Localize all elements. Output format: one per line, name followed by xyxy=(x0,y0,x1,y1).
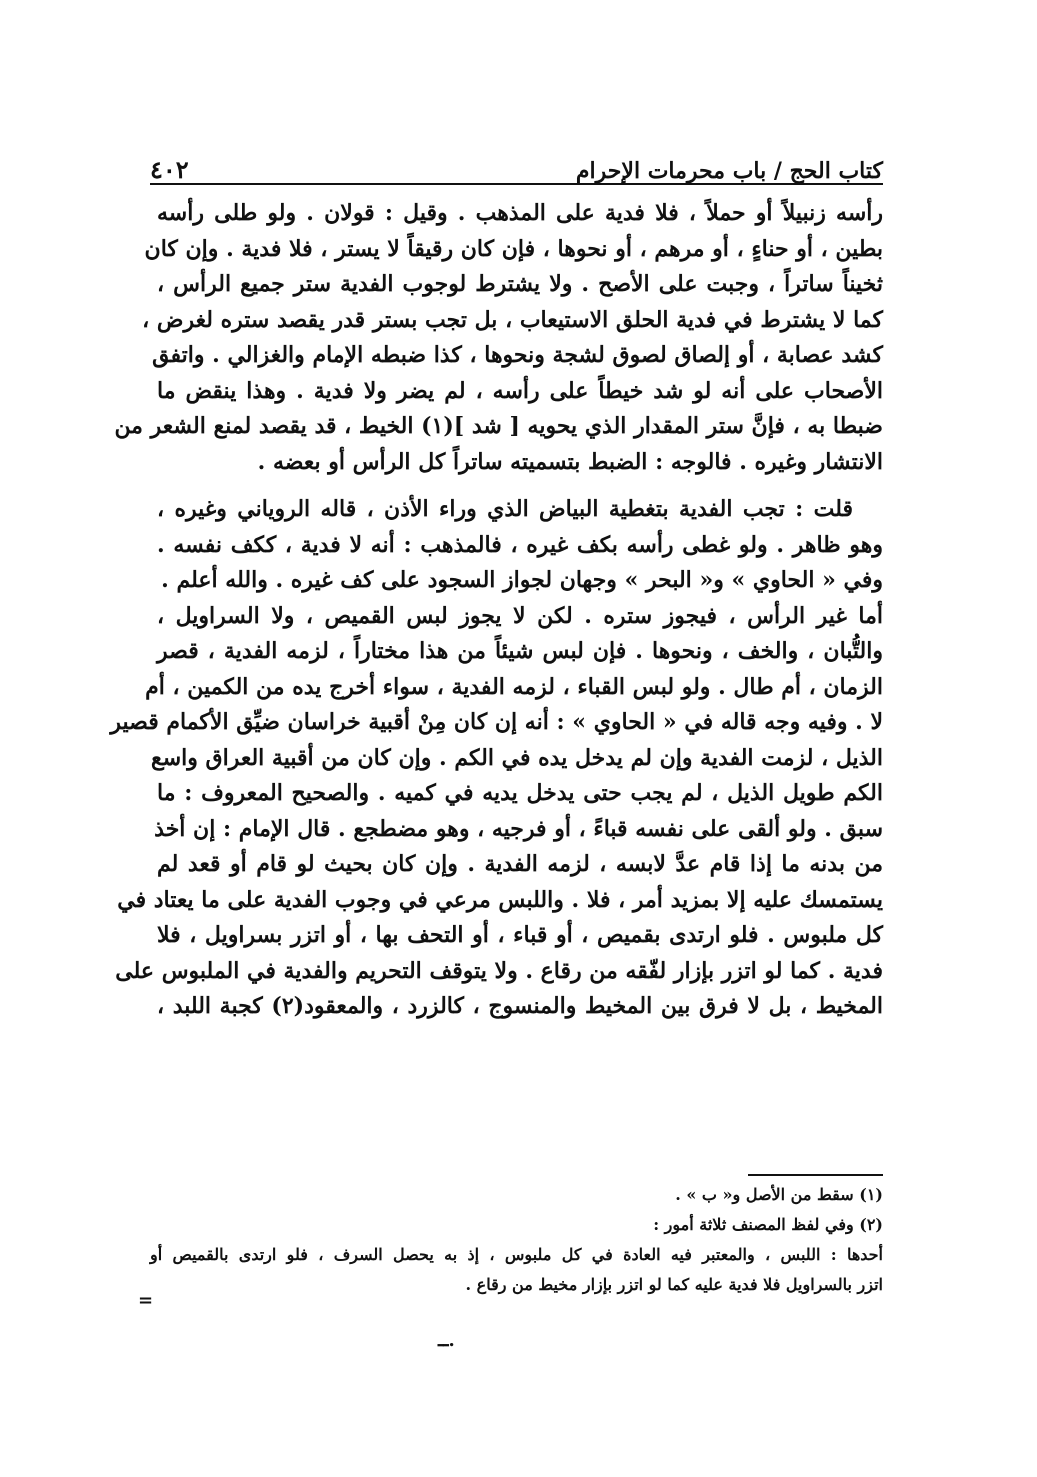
footnote-2-text: اتزر بالسراويل فلا فدية عليه كما لو اتزر بإزار مخيط من رقاع . xyxy=(465,1275,883,1294)
header-rule xyxy=(150,183,883,185)
text-line: من بدنه ما إذا قام عدَّ لابسه ، لزمه الفدية . وإن كان بحيث لو قام أو قعد لم xyxy=(157,851,883,877)
text-line: لا . وفيه وجه قاله في « الحاوي » : أنه إن كان مِنْ أقبية خراسان ضيِّق الأكمام قصير xyxy=(110,709,883,735)
footnote-2: (٢) وفي لفظ المصنف ثلاثة أمور : xyxy=(653,1215,883,1234)
page-number: ٤٠٢ xyxy=(150,155,189,184)
text-line: الكم طويل الذيل ، لم يجب حتى يدخل يديه في كميه . والصحيح المعروف : ما xyxy=(157,780,883,806)
continuation-mark: = xyxy=(138,1290,154,1311)
text-line: أما غير الرأس ، فيجوز ستره . لكن لا يجوز لبس القميص ، ولا السراويل ، xyxy=(157,602,883,629)
text-line: الزمان ، أم طال . ولو لبس القباء ، لزمه الفدية ، سواء أخرج يده من الكمين ، أم xyxy=(145,673,883,700)
footnote-1: (١) سقط من الأصل و« ب » . xyxy=(675,1185,883,1204)
text-line: والتُّبان ، والخف ، ونحوها . فإن لبس شيئاً من هذا مختاراً ، لزمه الفدية ، قصر xyxy=(157,638,883,664)
text-line: وفي « الحاوي » و« البحر » وجهان لجواز السجود على كف غيره . والله أعلم . xyxy=(161,567,883,593)
text-line: وهو ظاهر . ولو غطى رأسه بكف غيره ، فالمذهب : أنه لا فدية ، ككف نفسه . xyxy=(157,531,883,558)
text-line: رأسه زنبيلاً أو حملاً ، فلا فدية على المذهب . وقيل : قولان . ولو طلى رأسه xyxy=(157,200,883,226)
text-line: المخيط ، بل لا فرق بين المخيط والمنسوج ، كالزرد ، والمعقود(٢) كجبة اللبد ، xyxy=(157,993,883,1019)
page-end-mark: ــ. xyxy=(438,1330,455,1351)
text-line: سبق . ولو ألقى على نفسه قباءً ، أو فرجيه ، وهو مضطجع . قال الإمام : إن أخذ xyxy=(154,815,883,842)
chapter-title: كتاب الحج / باب محرمات الإحرام xyxy=(575,158,883,184)
text-line: ثخيناً ساتراً ، وجبت على الأصح . ولا يشترط لوجوب الفدية ستر جميع الرأس ، xyxy=(157,271,883,297)
footnote-2-text: أحدها : اللبس ، والمعتبر فيه العادة في كل ملبوس ، إذ به يحصل السرف ، فلو ارتدى بالقميص أو xyxy=(150,1245,883,1264)
text-line: ضبطا به ، فإنَّ ستر المقدار الذي يحويه [ شد ](١) الخيط ، قد يقصد لمنع الشعر من xyxy=(114,413,883,439)
text-line: كما لا يشترط في فدية الحلق الاستيعاب ، بل تجب بستر قدر يقصد ستره لغرض ، xyxy=(142,306,883,333)
text-line: الذيل ، لزمت الفدية وإن لم يدخل يده في الكم . وإن كان من أقبية العراق واسع xyxy=(150,744,883,771)
text-line: يستمسك عليه إلا بمزيد أمر ، فلا . واللبس مرعي في وجوب الفدية على ما يعتاد في xyxy=(117,886,883,913)
main-text xyxy=(110,196,883,1025)
footnote-rule xyxy=(748,1174,883,1176)
text-line: كل ملبوس . فلو ارتدى بقميص ، أو قباء ، أو التحف بها ، أو اتزر بسراويل ، فلا xyxy=(157,922,883,948)
text-line: الأصحاب على أنه لو شد خيطاً على رأسه ، لم يضر ولا فدية . وهذا ينقض ما xyxy=(157,377,883,404)
footnotes xyxy=(150,1180,883,1300)
text-line: الانتشار وغيره . فالوجه : الضبط بتسميته ساتراً كل الرأس أو بعضه . xyxy=(257,448,883,475)
text-line: بطين ، أو حناءٍ ، أو مرهم ، أو نحوها ، فإن كان رقيقاً لا يستر ، فلا فدية . وإن كان xyxy=(144,235,883,262)
paragraph-gap xyxy=(157,480,883,492)
text-line: فدية . كما لو اتزر بإزار لفّقه من رقاع . ولا يتوقف التحريم والفدية في الملبوس على xyxy=(115,957,883,984)
running-header xyxy=(150,140,883,184)
text-line: قلت : تجب الفدية بتغطية البياض الذي وراء الأذن ، قاله الروياني وغيره ، xyxy=(157,496,853,522)
text-line: كشد عصابة ، أو إلصاق لصوق لشجة ونحوها ، كذا ضبطه الإمام والغزالي . واتفق xyxy=(152,342,883,368)
